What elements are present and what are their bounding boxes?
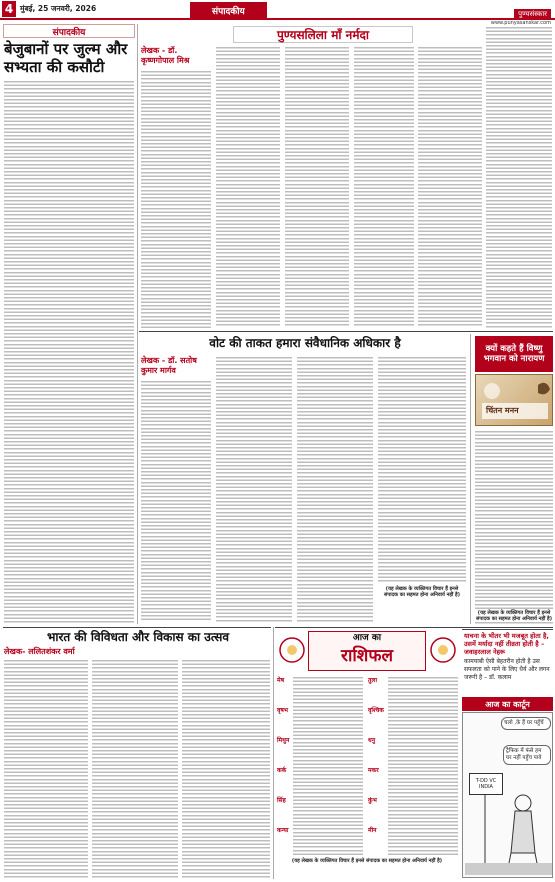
rashifal-right-text bbox=[388, 676, 458, 856]
website: www.punyasanskar.com bbox=[490, 20, 551, 26]
top-bar bbox=[0, 0, 555, 26]
second-intro-body bbox=[141, 380, 211, 622]
main-body-1 bbox=[216, 46, 280, 328]
bottom-left-body-1 bbox=[4, 659, 88, 878]
second-body-3 bbox=[378, 356, 466, 582]
sign-leo: सिंह bbox=[277, 797, 286, 804]
sign-aries: मेष bbox=[277, 677, 285, 684]
cartoon-sign: T-DD VC INDIA bbox=[469, 773, 503, 795]
right-feature-body-1 bbox=[475, 430, 553, 624]
editorial-headline: बेजुबानों पर जुल्म और सभ्यता की कसौटी bbox=[4, 40, 128, 76]
cartoon-bubble-1: चलो ,के हैं घर पहुँचें bbox=[501, 717, 551, 730]
main-body-5 bbox=[486, 26, 552, 328]
dateline: मुंबई, 25 जनवरी, 2026 bbox=[20, 4, 97, 13]
column-rule bbox=[470, 334, 471, 624]
main-body-3 bbox=[354, 46, 414, 328]
rashifal-left-text bbox=[293, 676, 363, 856]
zodiac-wheel bbox=[277, 628, 307, 673]
divider bbox=[3, 627, 271, 628]
zodiac-wheel-right bbox=[428, 628, 458, 673]
sign-cancer: कर्क bbox=[277, 767, 287, 774]
brand-block bbox=[491, 1, 551, 26]
main-body-2 bbox=[285, 46, 349, 328]
cartoon-title: आज का कार्टून bbox=[485, 699, 530, 709]
sign-sagittarius: धनु bbox=[368, 737, 376, 744]
sign-libra: तुला bbox=[368, 677, 378, 684]
right-feature-image bbox=[475, 374, 553, 426]
bottom-left-body-2 bbox=[92, 659, 178, 878]
second-author-note: (यह लेखक के व्यक्तिगत विचार हैं इनसे संपादक का सहमत होना अनिवार्य नहीं है) bbox=[383, 586, 461, 598]
bottom-left-headline: भारत की विविधता और विकास का उत्सव bbox=[46, 630, 230, 644]
editorial-label-box bbox=[3, 24, 135, 38]
main-headline-box bbox=[233, 26, 413, 43]
right-feature-author-note: (यह लेखक के व्यक्तिगत विचार हैं इनसे संपादक का सहमत होना अनिवार्य नहीं है) bbox=[475, 610, 553, 622]
quote-text-2: कामयाबी ऐसी बेहतरीन होती है उस सफलता को पाने के लिए धैर्य और लगन जरूरी है – डॉ. कलाम bbox=[464, 658, 550, 681]
editorial-body bbox=[4, 80, 134, 623]
zodiac-icon bbox=[428, 628, 458, 673]
divider bbox=[139, 331, 553, 332]
second-body-2 bbox=[297, 356, 373, 622]
sign-gemini: मिथुन bbox=[277, 737, 290, 744]
divider bbox=[275, 627, 553, 628]
main-headline: पुण्यसलिला माँ नर्मदा bbox=[276, 28, 370, 42]
sign-capricorn: मकर bbox=[368, 767, 379, 774]
cartoon-drawing bbox=[463, 713, 553, 878]
second-headline: वोट की ताकत हमारा संवैधानिक अधिकार है bbox=[209, 336, 401, 350]
editorial-label: संपादकीय bbox=[52, 27, 86, 38]
rashifal-author-note: (यह लेखक के व्यक्तिगत विचार हैं इनसे संपादक का सहमत होना अनिवार्य नहीं है) bbox=[291, 858, 443, 864]
column-rule bbox=[273, 627, 274, 879]
cartoon-bubble-2: ट्रैफिक में फंसे हम घर नहीं पहुँच पाये bbox=[503, 745, 551, 765]
second-byline: लेखक - डॉ. सतोष कुमार मार्गव bbox=[141, 356, 197, 375]
second-body-1 bbox=[216, 356, 292, 622]
bottom-left-byline: लेखक- ललितशंकर वर्मा bbox=[4, 647, 75, 656]
main-byline: लेखक - डॉ. कृष्णगोपाल मिश्र bbox=[141, 46, 190, 65]
cartoon-panel bbox=[462, 712, 553, 878]
column-rule bbox=[137, 24, 138, 624]
bottom-left-body-3 bbox=[182, 659, 270, 878]
right-feature-headline: क्यों कहते हैं विष्णु भगवान को नारायण bbox=[483, 344, 545, 364]
main-intro-body bbox=[141, 70, 211, 328]
brand-name: पुण्यसंस्कार bbox=[514, 9, 551, 20]
page-number: 4 bbox=[2, 1, 16, 17]
right-feature-image-caption: चिंतन मनन bbox=[486, 406, 519, 415]
zodiac-icon bbox=[277, 628, 307, 673]
main-body-4 bbox=[418, 46, 482, 328]
sign-scorpio: वृश्चिक bbox=[368, 707, 384, 714]
sign-taurus: वृषभ bbox=[277, 707, 289, 714]
rashifal-header bbox=[308, 631, 426, 671]
sign-aquarius: कुंभ bbox=[368, 797, 377, 804]
sign-virgo: कन्या bbox=[277, 827, 289, 834]
right-feature-title-box bbox=[475, 336, 553, 372]
cartoon-title-bar bbox=[462, 697, 553, 711]
thinking-figure-illustration bbox=[476, 375, 553, 426]
quote-text: याचना के भीतर भी मजबूत होता है, उसमें मर्यादा नहीं तीव्रता होती है – जवाहरलाल नेहरू bbox=[464, 632, 549, 656]
quote-panel bbox=[462, 629, 553, 695]
rashifal-title: राशिफल bbox=[341, 646, 393, 666]
rashifal-title-small: आज का bbox=[352, 633, 382, 643]
sign-pisces: मीन bbox=[368, 827, 377, 834]
section-label: संपादकीय bbox=[190, 2, 267, 19]
